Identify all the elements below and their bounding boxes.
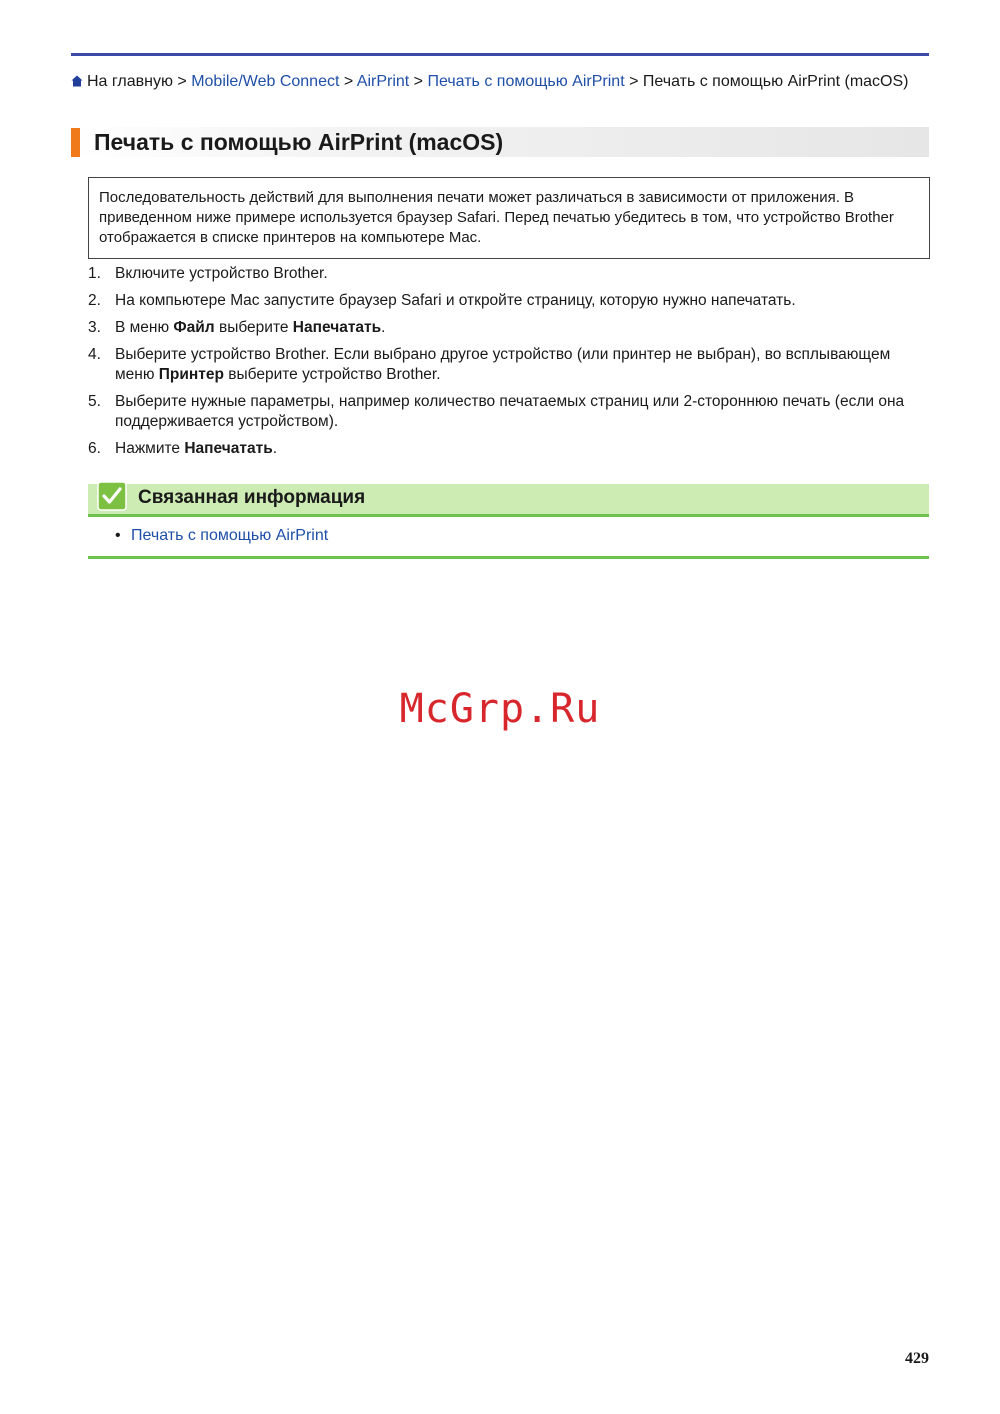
list-item xyxy=(88,264,908,284)
watermark: McGrp.Ru xyxy=(399,686,601,732)
step-text: На компьютере Mac запустите браузер Safari и откройте страницу, которую нужно напечатать. xyxy=(115,292,796,309)
check-icon xyxy=(97,481,127,511)
related-link-print-airprint[interactable]: Печать с помощью AirPrint xyxy=(131,527,329,544)
list-item xyxy=(88,439,908,459)
breadcrumb-separator: > xyxy=(172,73,192,90)
list-item xyxy=(88,291,908,311)
breadcrumb-link-airprint[interactable]: AirPrint xyxy=(356,73,410,90)
related-links-list xyxy=(115,526,328,546)
step-number: 5. xyxy=(88,393,101,410)
step-text: Выберите нужные параметры, например количество печатаемых страниц или 2-стороннюю печать (если она поддерживается устройством). xyxy=(115,393,905,430)
related-info-header xyxy=(88,484,929,517)
breadcrumb-home[interactable]: На главную xyxy=(87,73,173,90)
steps-list xyxy=(88,264,908,466)
step-text: Включите устройство Brother. xyxy=(115,265,328,282)
related-bottom-rule xyxy=(88,556,929,559)
breadcrumb-link-print-airprint[interactable]: Печать с помощью AirPrint xyxy=(427,73,625,90)
related-info-title: Связанная информация xyxy=(138,487,366,508)
title-accent xyxy=(71,128,80,157)
step-number: 6. xyxy=(88,440,101,457)
breadcrumb xyxy=(71,71,929,92)
list-item xyxy=(88,318,908,338)
command-name: Напечатать xyxy=(292,319,382,336)
breadcrumb-separator: > xyxy=(624,73,643,90)
step-text: . xyxy=(272,440,278,457)
step-text: Выберите устройство Brother. Если выбрано другое устройство (или принтер не выбран), во всплывающем меню xyxy=(115,346,891,383)
command-name: Напечатать xyxy=(184,440,273,457)
page-title: Печать с помощью AirPrint (macOS) xyxy=(94,129,504,155)
step-number: 2. xyxy=(88,292,101,309)
home-icon[interactable] xyxy=(71,75,83,87)
step-text: В меню xyxy=(115,319,174,336)
step-number: 3. xyxy=(88,319,101,336)
step-number: 4. xyxy=(88,346,101,363)
step-text: выберите устройство Brother. xyxy=(223,366,441,383)
list-item xyxy=(88,345,908,385)
top-rule xyxy=(71,53,929,56)
step-number: 1. xyxy=(88,265,101,282)
breadcrumb-current: Печать с помощью AirPrint (macOS) xyxy=(642,73,909,90)
page-number: 429 xyxy=(905,1350,929,1367)
list-item xyxy=(88,392,908,432)
step-text: выберите xyxy=(214,319,293,336)
list-item xyxy=(115,526,328,546)
breadcrumb-separator: > xyxy=(409,73,428,90)
note-text: Последовательность действий для выполнения печати может различаться в зависимости от приложения. В приведенном ниже примере используется браузер Safari. Перед печатью убедитесь в том, что устройство Brother отображается в списке принтеров на компьютере Mac. xyxy=(99,189,894,246)
breadcrumb-link-mobile-web-connect[interactable]: Mobile/Web Connect xyxy=(191,73,340,90)
breadcrumb-separator: > xyxy=(339,73,357,90)
note-box xyxy=(88,177,930,259)
menu-name: Файл xyxy=(173,319,215,336)
step-text: . xyxy=(381,319,386,336)
title-bar xyxy=(71,127,929,157)
menu-name: Принтер xyxy=(158,366,224,383)
step-text: Нажмите xyxy=(115,440,185,457)
